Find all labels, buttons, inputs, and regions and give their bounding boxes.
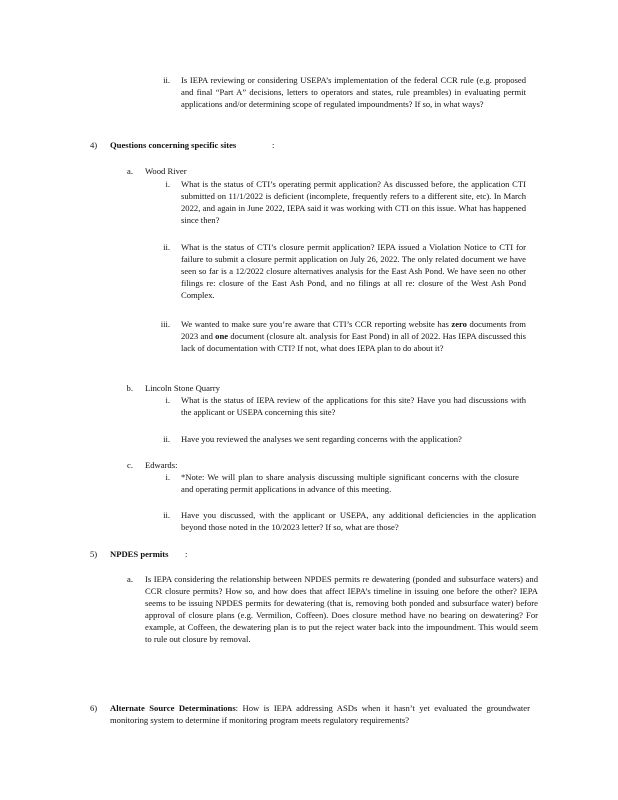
list-marker: ii. [163, 434, 170, 444]
text-segment: documents from 2023 and [181, 319, 526, 341]
question-text: *Note: We will plan to share analysis discussing multiple significant concerns with the closure and operating permit applications in advance of this meeting. [181, 472, 519, 494]
text-segment: : How is IEPA addressing ASDs when it hasn’t yet evaluated the groundwater monitoring system to determine if monitoring program meets regulatory requirements? [110, 703, 530, 725]
question-text: What is the status of CTI’s operating permit application? As discussed before, the application CTI submitted on 11/1/2022 is deficient (incomplete, frequently refers to a different site, etc). In March 2022, and again in June 2022, IEPA said it was working with CTI on this issue. What has happened since then? [181, 179, 526, 225]
question-text: What is the status of IEPA review of the applications for this site? Have you had discussions with the applicant or USEPA concerning this site? [181, 395, 526, 417]
text-segment: We wanted to make sure you’re aware that CTI’s CCR reporting website has [181, 319, 452, 329]
subsection-marker: a. [127, 166, 133, 176]
subsection-marker: b. [126, 383, 133, 393]
subsection-label: Edwards: [145, 460, 178, 470]
list-marker: ii. [163, 510, 170, 520]
section-heading: NPDES permits [110, 549, 169, 559]
paragraph-text: Is IEPA considering the relationship between NPDES permits re dewatering (ponded and subsurface waters) and CCR closure permits? How so, and how does that affect IEPA’s timeline in issuing one before the other? IEPA seems to be issuing NPDES permits for dewatering (that is, removing both ponded and subsurface water) before approval of closure plans (e.g. Vermilion, Coffeen). Does closure method have no bearing on dewatering? For example, at Coffeen, the dewatering plan is to put the reject water back into the impoundment. This would seem to rule out closure by removal. [145, 574, 538, 644]
emphasis-zero: zero [451, 319, 467, 329]
subsection-marker: c. [127, 460, 133, 470]
paragraph-text [110, 702, 530, 726]
list-marker: i. [165, 179, 170, 189]
subsection-label: Lincoln Stone Quarry [145, 383, 220, 393]
question-text: Have you reviewed the analyses we sent regarding concerns with the application? [181, 434, 462, 444]
heading-colon: : [272, 140, 275, 150]
section-number: 5) [90, 549, 98, 559]
list-marker: i. [165, 395, 170, 405]
subsection-label: Wood River [145, 166, 187, 176]
text-segment: document (closure alt. analysis for East Pond) in all of 2022. Has IEPA discussed this lack of documentation with CTI? If not, what does IEPA plan to do about it? [181, 331, 526, 353]
section-heading: Questions concerning specific sites [110, 140, 237, 150]
emphasis-one: one [215, 331, 229, 341]
list-marker: iii. [160, 319, 170, 329]
section-number: 4) [90, 140, 98, 150]
list-marker: ii. [163, 75, 170, 85]
list-marker: ii. [163, 242, 170, 252]
question-text: What is the status of CTI’s closure permit application? IEPA issued a Violation Notice to CTI for failure to submit a closure permit application on July 26, 2022. The only related document we have seen so far is a 12/2022 closure alternatives analysis for the East Ash Pond. We have seen no other filings re: closure of the East Ash Pond, and no filings at all re: closure of the West Ash Pond Complex. [181, 242, 526, 300]
question-text [181, 318, 526, 354]
subsection-marker: a. [127, 574, 133, 584]
section-number: 6) [90, 703, 98, 713]
section-heading: Alternate Source Determinations [110, 703, 236, 713]
heading-colon: : [185, 549, 188, 559]
list-marker: i. [165, 472, 170, 482]
question-text: Is IEPA reviewing or considering USEPA’s implementation of the federal CCR rule (e.g. proposed and final “Part A” decisions, letters to operators and states, rule preambles) in evaluating permit applications and/or determining scope of regulated impoundments? If so, in what ways? [181, 75, 526, 109]
question-text: Have you discussed, with the applicant or USEPA, any additional deficiencies in the application beyond those noted in the 10/2023 letter? If so, what are those? [181, 510, 536, 532]
